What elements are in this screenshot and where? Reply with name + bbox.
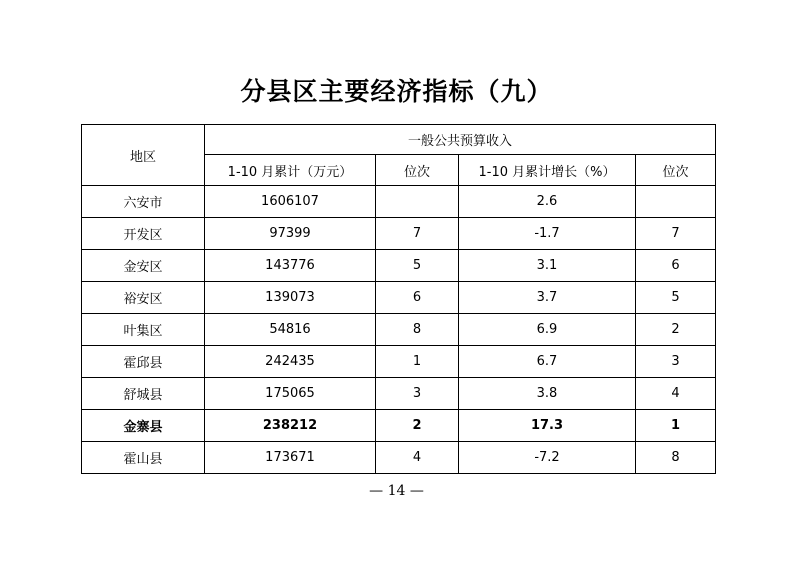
table-row xyxy=(82,442,716,474)
growth-cell: 2.6 xyxy=(459,186,636,218)
growth-rank-cell: 8 xyxy=(636,442,716,474)
region-cell: 金安区 xyxy=(82,250,205,282)
cumulative-cell: 54816 xyxy=(205,314,376,346)
cumulative-cell: 238212 xyxy=(205,410,376,442)
revenue-group-header: 一般公共预算收入 xyxy=(205,125,716,155)
growth-cell: 6.9 xyxy=(459,314,636,346)
rank-cell: 4 xyxy=(376,442,459,474)
growth-rank-cell: 2 xyxy=(636,314,716,346)
growth-rank-cell xyxy=(636,186,716,218)
rank-cell: 8 xyxy=(376,314,459,346)
page-number: — 14 — xyxy=(369,483,424,499)
growth-cell: 6.7 xyxy=(459,346,636,378)
region-cell: 叶集区 xyxy=(82,314,205,346)
growth-cell: 17.3 xyxy=(459,410,636,442)
page-title: 分县区主要经济指标（九） xyxy=(240,77,553,106)
economic-indicators-table xyxy=(81,124,716,474)
cumulative-cell: 143776 xyxy=(205,250,376,282)
growth-rank-cell: 1 xyxy=(636,410,716,442)
cumulative-cell: 242435 xyxy=(205,346,376,378)
growth-rank-column-header: 位次 xyxy=(636,155,716,186)
cumulative-cell: 173671 xyxy=(205,442,376,474)
region-cell: 金寨县 xyxy=(82,410,205,442)
rank-column-header: 位次 xyxy=(376,155,459,186)
table-row-highlighted xyxy=(82,410,716,442)
table-row xyxy=(82,378,716,410)
growth-rank-cell: 6 xyxy=(636,250,716,282)
rank-cell: 6 xyxy=(376,282,459,314)
rank-cell: 7 xyxy=(376,218,459,250)
growth-column-header: 1-10 月累计增长（%） xyxy=(459,155,636,186)
table-row xyxy=(82,186,716,218)
growth-rank-cell: 5 xyxy=(636,282,716,314)
growth-rank-cell: 3 xyxy=(636,346,716,378)
table-row xyxy=(82,346,716,378)
region-cell: 霍山县 xyxy=(82,442,205,474)
growth-cell: 3.1 xyxy=(459,250,636,282)
rank-cell: 5 xyxy=(376,250,459,282)
cumulative-cell: 97399 xyxy=(205,218,376,250)
region-cell: 霍邱县 xyxy=(82,346,205,378)
region-cell: 裕安区 xyxy=(82,282,205,314)
growth-cell: 3.8 xyxy=(459,378,636,410)
table-row xyxy=(82,282,716,314)
region-cell: 舒城县 xyxy=(82,378,205,410)
table-row xyxy=(82,314,716,346)
growth-rank-cell: 4 xyxy=(636,378,716,410)
rank-cell xyxy=(376,186,459,218)
region-column-header: 地区 xyxy=(82,125,205,186)
growth-rank-cell: 7 xyxy=(636,218,716,250)
growth-cell: -1.7 xyxy=(459,218,636,250)
rank-cell: 2 xyxy=(376,410,459,442)
region-cell: 六安市 xyxy=(82,186,205,218)
cumulative-cell: 1606107 xyxy=(205,186,376,218)
cumulative-cell: 175065 xyxy=(205,378,376,410)
region-cell: 开发区 xyxy=(82,218,205,250)
cumulative-cell: 139073 xyxy=(205,282,376,314)
rank-cell: 3 xyxy=(376,378,459,410)
cumulative-column-header: 1-10 月累计（万元） xyxy=(205,155,376,186)
rank-cell: 1 xyxy=(376,346,459,378)
table-row xyxy=(82,218,716,250)
growth-cell: 3.7 xyxy=(459,282,636,314)
table-row xyxy=(82,250,716,282)
growth-cell: -7.2 xyxy=(459,442,636,474)
